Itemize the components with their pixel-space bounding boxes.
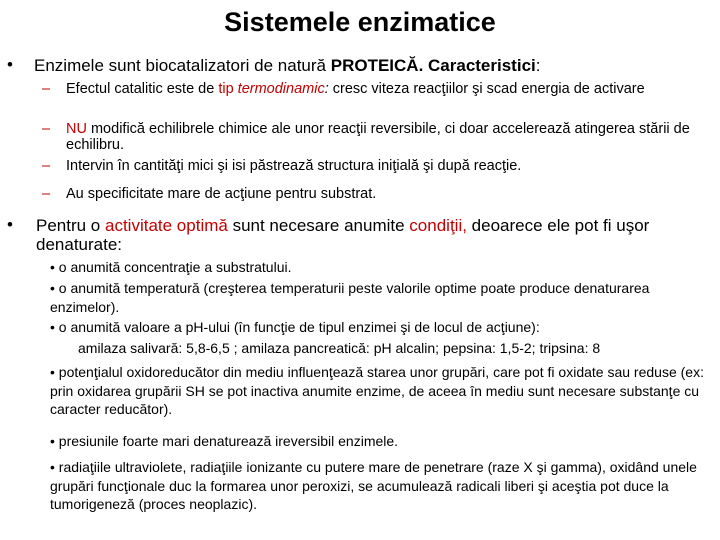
condition-redox: • potenţialul oxidoreducător din mediu influenţează starea unor grupări, care pot fi oxidate sau reduse (ex: prin oxidarea grupării SH se pot inactiva anumite enzime, de aceea în mediu sunt necesare substanţe cu caracter reducător).	[50, 364, 704, 417]
condition-ph: • o anumită valoare a pH-ului (în funcţie de tipul enzimei şi de locul de acţiune):	[50, 319, 540, 335]
sub-text: modifică echilibrele chimice ale unor reacţii reversibile, ci doar accelerează atingerea stării de echilibru.	[66, 121, 690, 153]
condition-radiation: • radiaţiile ultraviolete, radiaţiile ionizante cu putere mare de penetrare (raze X şi gamma), oxidând unele grupări funcţionale duc la formarea unor peroxizi, se acumulează radicali liberi şi aceştia pot duce la tumorigeneză (proces neoplazic).	[50, 459, 697, 512]
bullet-text-end: :	[535, 56, 541, 75]
slide-title: Sistemele enzimatice	[224, 7, 496, 37]
sub-item-equilibrium	[42, 121, 714, 153]
italic-text: :	[324, 81, 333, 97]
sub-item-specificity	[42, 186, 714, 202]
sub-text-end: cresc viteza reacţiilor şi scad energia de activare	[332, 81, 645, 97]
red-text: tip	[218, 81, 238, 97]
dash-marker: –	[42, 158, 51, 174]
bullet-bold-text: PROTEICĂ. Caracteristici	[330, 56, 536, 75]
condition-pressure: • presiunile foarte mari denaturează ireversibil enzimele.	[50, 433, 399, 449]
sub-item-small-quantities	[42, 158, 714, 174]
bullet-text: Pentru o	[36, 216, 105, 235]
bullet-text-end: deoarece ele pot fi uşor denaturate:	[36, 216, 650, 254]
bullet-optimal-conditions	[36, 216, 716, 254]
dash-marker: –	[42, 81, 51, 97]
condition-ph-values: amilaza salivară: 5,8-6,5 ; amilaza pancreatică: pH alcalin; pepsina: 1,5-2; tripsina: 8	[78, 340, 601, 356]
red-italic-text: termodinamic	[237, 81, 325, 97]
red-text: NU	[66, 121, 87, 137]
bullet-marker: •	[7, 215, 13, 234]
sub-text: Efectul catalitic este de	[66, 81, 219, 97]
condition-temperature: • o anumită temperatură (creşterea temperaturii peste valorile optime poate produce denaturarea enzimelor).	[50, 280, 650, 315]
condition-substrate: • o anumită concentraţie a substratului.	[50, 259, 292, 275]
bullet-text: Enzimele sunt biocatalizatori de natură	[34, 56, 331, 75]
bullet-marker: •	[7, 55, 13, 74]
dash-marker: –	[42, 186, 51, 202]
sub-item-catalytic-effect	[42, 81, 714, 97]
dash-marker: –	[42, 121, 51, 137]
bullet-enzymes-definition	[34, 56, 714, 75]
red-text-conditions: condiţii,	[409, 216, 467, 235]
bullet-text-mid: sunt necesare anumite	[227, 216, 410, 235]
red-text-activity: activitate optimă	[105, 216, 228, 235]
sub-text: Intervin în cantităţi mici şi isi păstrează structura iniţială şi după reacţie.	[66, 158, 522, 174]
sub-text: Au specificitate mare de acţiune pentru substrat.	[66, 186, 377, 202]
